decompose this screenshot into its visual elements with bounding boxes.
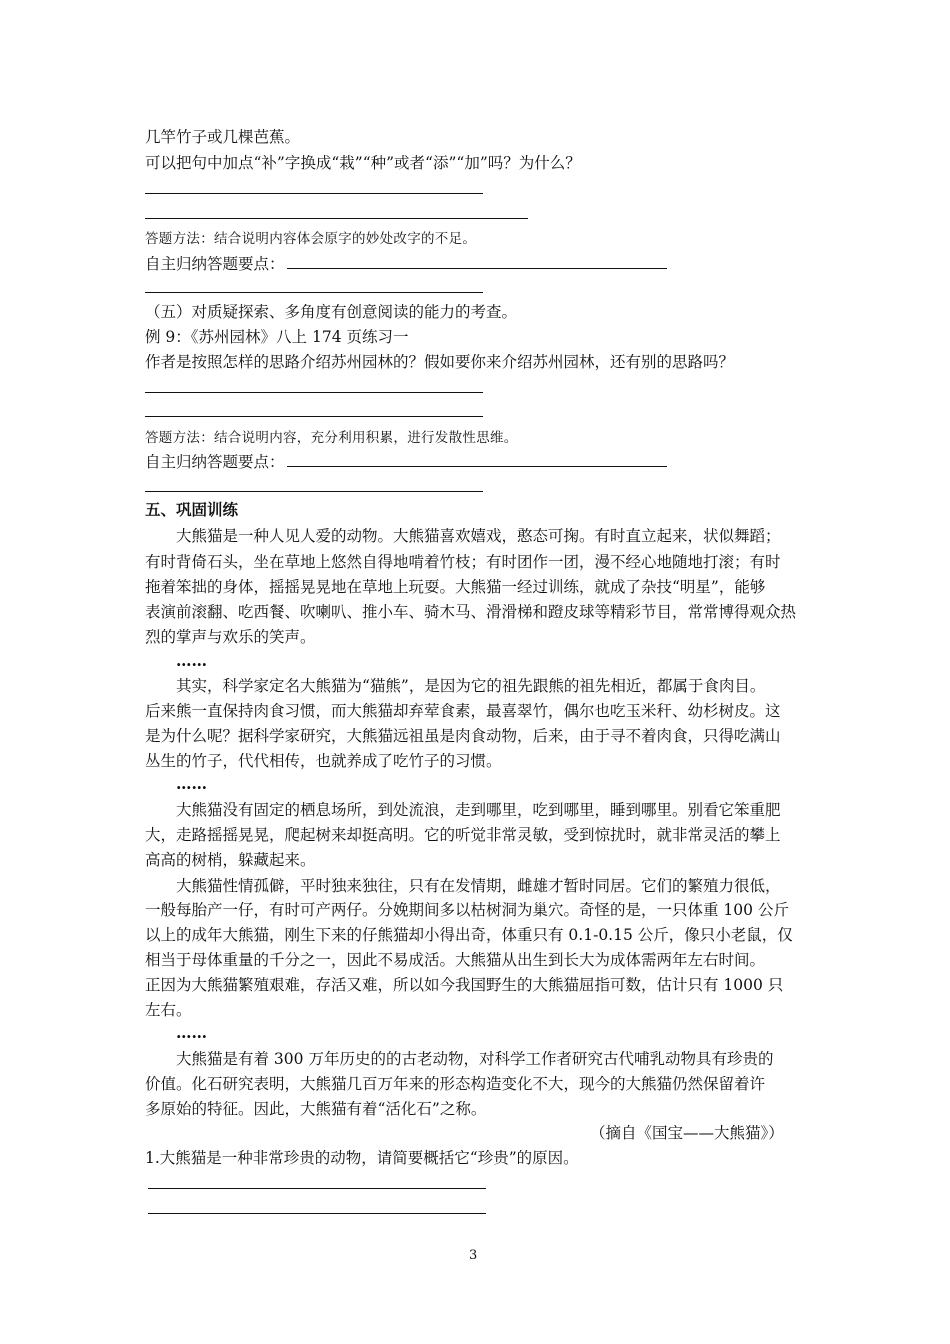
paragraph-line: 高高的树梢，躲藏起来。 (145, 851, 316, 869)
paragraph-line: 价值。化石研究表明，大熊猫几百万年来的形态构造变化不大，现今的大熊猫仍然保留着许 (145, 1075, 766, 1093)
paragraph-line: 一般每胎产一仔，有时可产两仔。分娩期间多以枯树洞为巢穴。奇怪的是，一只体重 100 公斤 (145, 901, 789, 919)
paragraph-line: 拖着笨拙的身体，摇摇晃晃地在草地上玩耍。大熊猫一经过训练，就成了杂技“明星”，能够 (145, 578, 766, 596)
paragraph-line: 大熊猫是有着 300 万年历史的的古老动物，对科学工作者研究古代哺乳动物具有珍贵的 (176, 1050, 774, 1068)
paragraph-line: 烈的掌声与欢乐的笑声。 (145, 628, 316, 646)
answer-line[interactable] (145, 193, 483, 194)
ellipsis: …… (176, 651, 207, 670)
answer-line[interactable] (287, 452, 667, 467)
paragraph-line: 大熊猫性情孤僻，平时独来独往，只有在发情期，雌雄才暂时同居。它们的繁殖力很低， (176, 877, 781, 895)
paragraph-line: 大，走路摇摇晃晃，爬起树来却挺高明。它的听觉非常灵敏，受到惊扰时，就非常灵活的攀上 (145, 826, 781, 844)
answer-line[interactable] (148, 1213, 486, 1214)
answer-line[interactable] (287, 254, 667, 269)
paragraph-line: 大熊猫是一种人见人爱的动物。大熊猫喜欢嬉戏，憨态可掬。有时直立起来，状似舞蹈； (176, 527, 781, 545)
answer-line[interactable] (148, 1188, 486, 1189)
question-text: 作者是按照怎样的思路介绍苏州园林的？假如要你来介绍苏州园林，还有别的思路吗？ (145, 353, 735, 371)
summary-prompt: 自主归纳答题要点： (145, 254, 667, 274)
answer-line[interactable] (145, 292, 483, 293)
ellipsis: …… (176, 774, 207, 793)
paragraph-line: 正因为大熊猫繁殖艰难，存活又难，所以如今我国野生的大熊猫屈指可数，估计只有 1000 只 (145, 976, 784, 994)
section-heading: （五）对质疑探索、多角度有创意阅读的能力的考查。 (145, 303, 518, 321)
text-line: 几竿竹子或几棵芭蕉。 (145, 128, 301, 146)
paragraph-line: 多原始的特征。因此，大熊猫有着“活化石”之称。 (145, 1100, 487, 1118)
answer-line[interactable] (145, 491, 483, 492)
page-number: 3 (469, 1248, 478, 1263)
method-hint: 答题方法：结合说明内容体会原字的妙处改字的不足。 (145, 231, 477, 247)
paragraph-line: 表演前滚翻、吃西餐、吹喇叭、推小车、骑木马、滑滑梯和蹬皮球等精彩节目，常常博得观众热 (145, 603, 797, 621)
answer-line[interactable] (145, 218, 528, 219)
section-heading: 五、巩固训练 (145, 500, 239, 519)
ellipsis: …… (176, 1023, 207, 1042)
paragraph-line: 左右。 (145, 1001, 192, 1019)
question-text: 1.大熊猫是一种非常珍贵的动物，请简要概括它“珍贵”的原因。 (145, 1149, 579, 1167)
paragraph-line: 丛生的竹子，代代相传，也就养成了吃竹子的习惯。 (145, 752, 502, 770)
method-hint: 答题方法：结合说明内容，充分利用积累，进行发散性思维。 (145, 430, 518, 446)
paragraph-line: 以上的成年大熊猫，刚生下来的仔熊猫却小得出奇，体重只有 0.1-0.15 公斤，像只小老鼠，仅 (145, 926, 793, 944)
example-label: 例 9：《苏州园林》八上 174 页练习一 (145, 328, 409, 346)
answer-line[interactable] (145, 416, 483, 417)
paragraph-line: 相当于母体重量的千分之一，因此不易成活。大熊猫从出生到长大为成体需两年左右时间。 (145, 951, 766, 969)
summary-prompt: 自主归纳答题要点： (145, 452, 667, 472)
answer-line[interactable] (145, 392, 483, 393)
paragraph-line: 大熊猫没有固定的栖息场所，到处流浪，走到哪里，吃到哪里，睡到哪里。别看它笨重肥 (176, 801, 781, 819)
source-citation: （摘自《国宝——大熊猫》） (590, 1124, 784, 1142)
paragraph-line: 是为什么呢？据科学家研究，大熊猫远祖虽是肉食动物，后来，由于寻不着肉食，只得吃满山 (145, 727, 781, 745)
paragraph-line: 后来熊一直保持肉食习惯，而大熊猫却弃荤食素，最喜翠竹，偶尔也吃玉米秆、幼杉树皮。这 (145, 702, 781, 720)
question-text: 可以把句中加点“补”字换成“栽”“种”或者“添”“加”吗？为什么？ (145, 154, 581, 172)
paragraph-line: 有时背倚石头，坐在草地上悠然自得地啃着竹枝；有时团作一团，漫不经心地随地打滚；有时 (145, 553, 781, 571)
paragraph-line: 其实，科学家定名大熊猫为“猫熊”，是因为它的祖先跟熊的祖先相近，都属于食肉目。 (176, 677, 766, 695)
